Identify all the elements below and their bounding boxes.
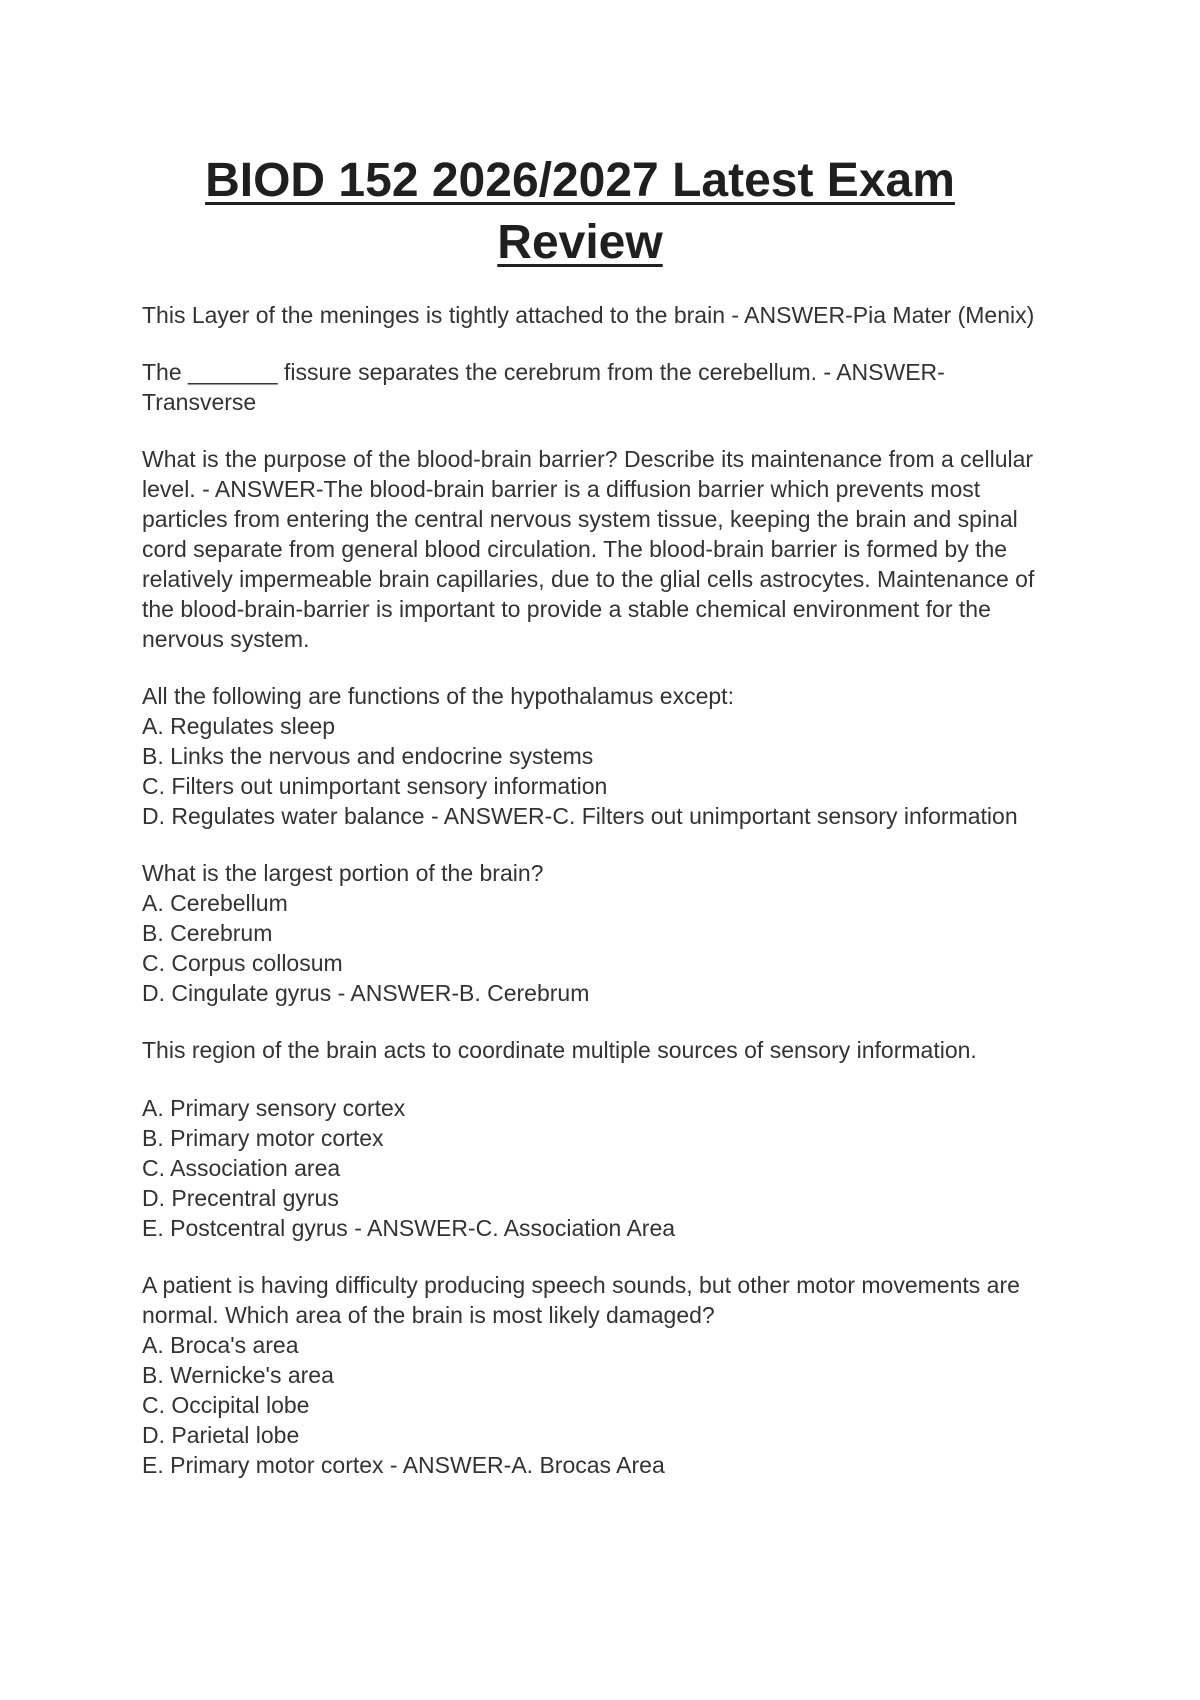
title-line-1: BIOD 152 2026/2027 Latest Exam (205, 154, 955, 207)
question-block-7 (142, 1270, 1082, 1480)
option-c: C. Association area (142, 1155, 341, 1181)
option-b: B. Primary motor cortex (142, 1125, 384, 1151)
blank-line (142, 1065, 1082, 1093)
option-c: C. Corpus collosum (142, 950, 343, 976)
question-stem: This region of the brain acts to coordinate multiple sources of sensory information. (142, 1037, 977, 1063)
document-body (142, 300, 1082, 1507)
question-stem: All the following are functions of the hypothalamus except: (142, 683, 734, 709)
question-stem: A patient is having difficulty producing speech sounds, but other motor movements are (142, 1272, 1020, 1298)
option-b: B. Links the nervous and endocrine systems (142, 743, 594, 769)
question-text: This Layer of the meninges is tightly attached to the brain - ANSWER-Pia Mater (Menix) (142, 302, 1035, 328)
option-b: B. Cerebrum (142, 920, 273, 946)
option-d: D. Parietal lobe (142, 1422, 300, 1448)
question-block-2 (142, 357, 1082, 417)
question-stem: What is the largest portion of the brain? (142, 860, 544, 886)
option-e-answer: E. Postcentral gyrus - ANSWER-C. Association Area (142, 1215, 676, 1241)
option-e-answer: E. Primary motor cortex - ANSWER-A. Brocas Area (142, 1452, 665, 1478)
question-block-6 (142, 1035, 1082, 1243)
option-a: A. Cerebellum (142, 890, 288, 916)
answer-line: nervous system. (142, 626, 310, 652)
option-a: A. Primary sensory cortex (142, 1095, 406, 1121)
option-b: B. Wernicke's area (142, 1362, 334, 1388)
question-line: level. - ANSWER-The blood-brain barrier is a diffusion barrier which prevents most (142, 476, 981, 502)
question-stem: normal. Which area of the brain is most likely damaged? (142, 1302, 715, 1328)
question-block-5 (142, 858, 1082, 1008)
option-a: A. Broca's area (142, 1332, 299, 1358)
question-block-4 (142, 681, 1082, 831)
question-block-1 (142, 300, 1082, 330)
option-d-answer: D. Regulates water balance - ANSWER-C. Filters out unimportant sensory information (142, 803, 1018, 829)
answer-text: Transverse (142, 389, 257, 415)
question-line: What is the purpose of the blood-brain barrier? Describe its maintenance from a cellular (142, 446, 1034, 472)
title-line-2: Review (497, 216, 663, 269)
option-d: D. Precentral gyrus (142, 1185, 339, 1211)
answer-line: cord separate from general blood circulation. The blood-brain barrier is formed by the (142, 536, 1008, 562)
option-a: A. Regulates sleep (142, 713, 336, 739)
answer-line: the blood-brain-barrier is important to provide a stable chemical environment for the (142, 596, 991, 622)
question-text: The _______ fissure separates the cerebrum from the cerebellum. - ANSWER- (142, 359, 945, 385)
answer-line: relatively impermeable brain capillaries, due to the glial cells astrocytes. Maintenance of (142, 566, 1035, 592)
option-c: C. Occipital lobe (142, 1392, 310, 1418)
option-d-answer: D. Cingulate gyrus - ANSWER-B. Cerebrum (142, 980, 590, 1006)
option-c: C. Filters out unimportant sensory information (142, 773, 608, 799)
document-title (150, 150, 1010, 274)
answer-line: particles from entering the central nervous system tissue, keeping the brain and spinal (142, 506, 1018, 532)
question-block-3 (142, 444, 1082, 654)
